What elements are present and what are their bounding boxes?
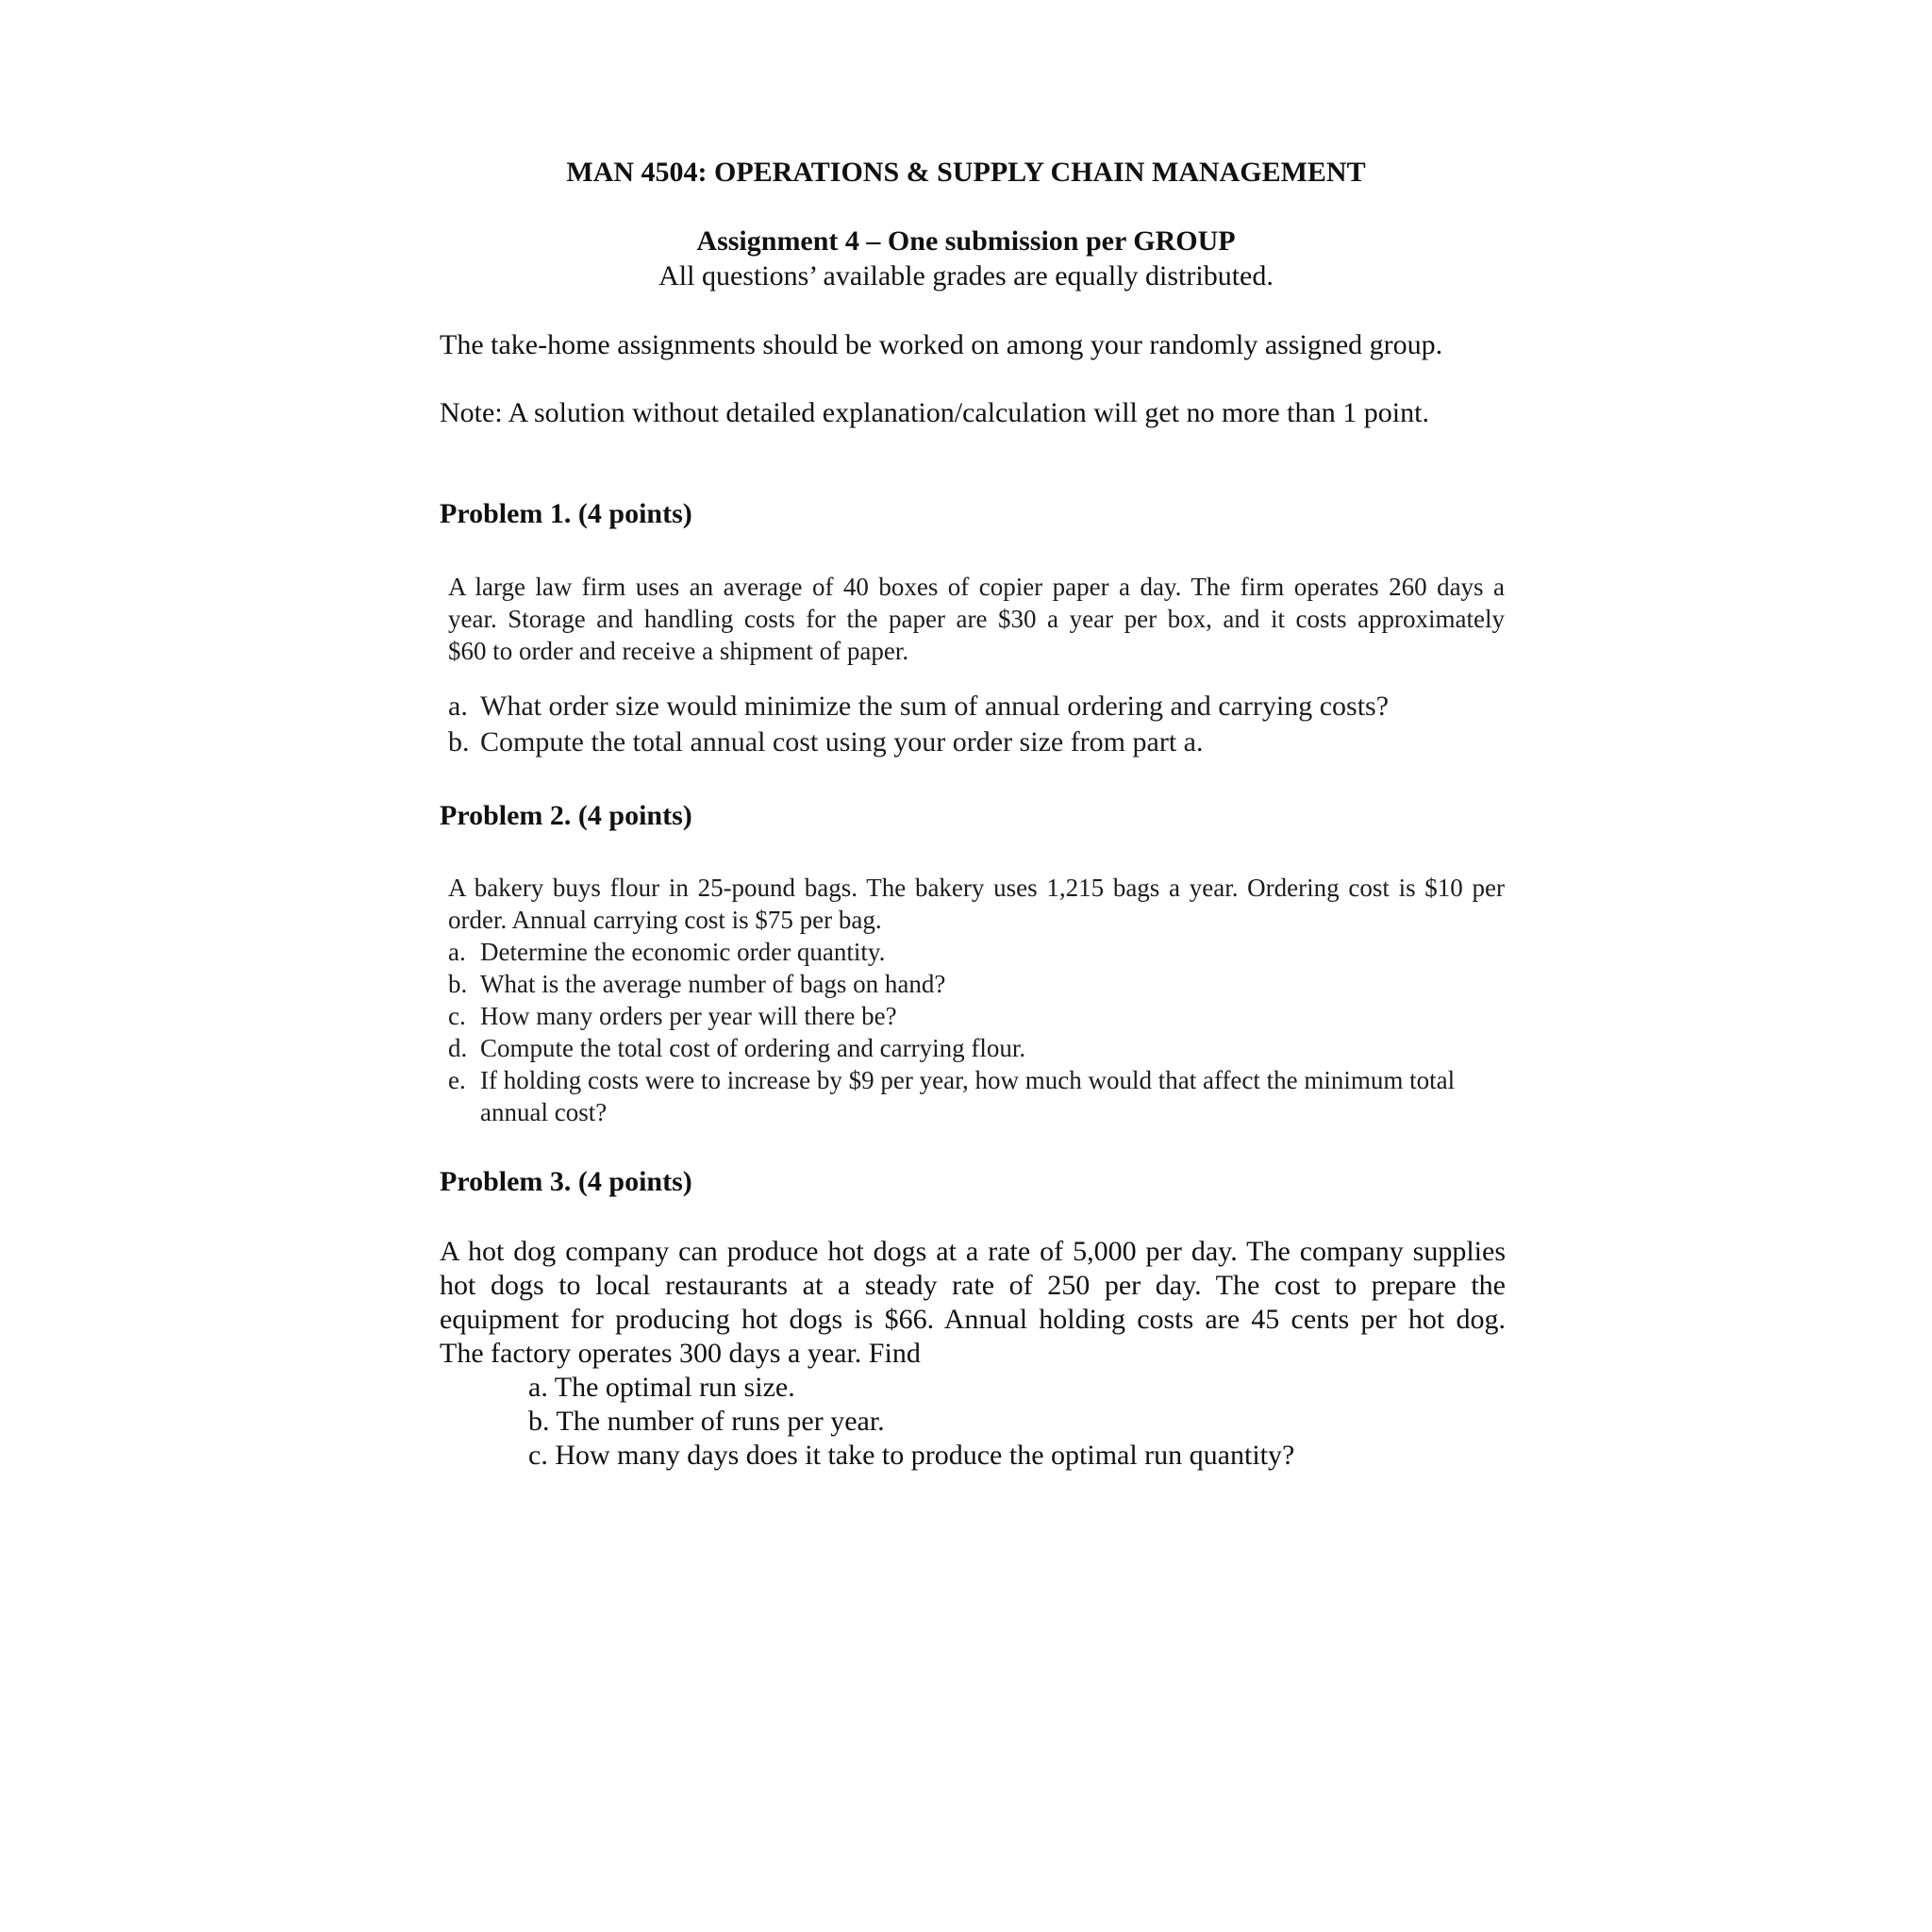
grades-note: All questions’ available grades are equally distributed. (658, 260, 1274, 291)
problem-1-heading: Problem 1. (4 points) (440, 498, 692, 529)
problem-1-line: year. Storage and handling costs for the paper are $30 a year per box, and it costs approximately (448, 605, 1505, 633)
problem-3-line: equipment for producing hot dogs is $66. Annual holding costs are 45 cents per hot dog. (440, 1304, 1506, 1335)
problem-3-item-c: c. How many days does it take to produce the optimal run quantity? (528, 1440, 1295, 1471)
item-text: How many orders per year will there be? (480, 1002, 897, 1030)
problem-1-item-b (448, 726, 1203, 758)
problem-3-heading: Problem 3. (4 points) (440, 1166, 692, 1197)
problem-2-item-e-continuation: annual cost? (480, 1098, 608, 1126)
item-letter: b. (448, 970, 468, 998)
grading-note: Note: A solution without detailed explanation/calculation will get no more than 1 point. (440, 397, 1429, 428)
problem-2-item-a (448, 936, 885, 968)
group-note: The take-home assignments should be worked on among your randomly assigned group. (440, 329, 1443, 360)
problem-3-item-a: a. The optimal run size. (528, 1372, 795, 1403)
item-letter: b. (448, 726, 470, 758)
course-title: MAN 4504: OPERATIONS & SUPPLY CHAIN MANAGEMENT (566, 157, 1366, 188)
item-text: If holding costs were to increase by $9 per year, how much would that affect the minimum total (480, 1066, 1456, 1094)
problem-2-line: order. Annual carrying cost is $75 per bag. (448, 906, 882, 934)
item-letter: d. (448, 1034, 468, 1062)
problem-1-line: $60 to order and receive a shipment of paper. (448, 637, 909, 665)
item-text: What is the average number of bags on hand? (480, 970, 946, 998)
problem-2-item-b (448, 968, 945, 1000)
problem-3-line: The factory operates 300 days a year. Find (440, 1338, 921, 1369)
assignment-title: Assignment 4 – One submission per GROUP (696, 225, 1236, 257)
problem-2-item-d (448, 1032, 1025, 1064)
problem-3-item-b: b. The number of runs per year. (528, 1406, 885, 1437)
item-letter: a. (448, 938, 466, 966)
problem-3-line: hot dogs to local restaurants at a steady rate of 250 per day. The cost to prepare the (440, 1270, 1506, 1301)
problem-2-item-c (448, 1000, 897, 1032)
problem-2-item-e (448, 1064, 1455, 1096)
item-text: Compute the total cost of ordering and carrying flour. (480, 1034, 1026, 1062)
problem-2-heading: Problem 2. (4 points) (440, 800, 692, 831)
item-text: Compute the total annual cost using your order size from part a. (480, 726, 1204, 758)
item-letter: c. (448, 1002, 466, 1030)
problem-3-line: A hot dog company can produce hot dogs at a rate of 5,000 per day. The company supplies (440, 1236, 1506, 1267)
item-text: Determine the economic order quantity. (480, 938, 886, 966)
item-text: What order size would minimize the sum of annual ordering and carrying costs? (480, 691, 1390, 722)
problem-1-line: A large law firm uses an average of 40 boxes of copier paper a day. The firm operates 260 days a (448, 573, 1505, 601)
problem-1-item-a (448, 691, 1389, 723)
item-letter: e. (448, 1066, 466, 1094)
problem-2-line: A bakery buys flour in 25-pound bags. The bakery uses 1,215 bags a year. Ordering cost is $10 per (448, 874, 1505, 902)
item-letter: a. (448, 691, 468, 722)
